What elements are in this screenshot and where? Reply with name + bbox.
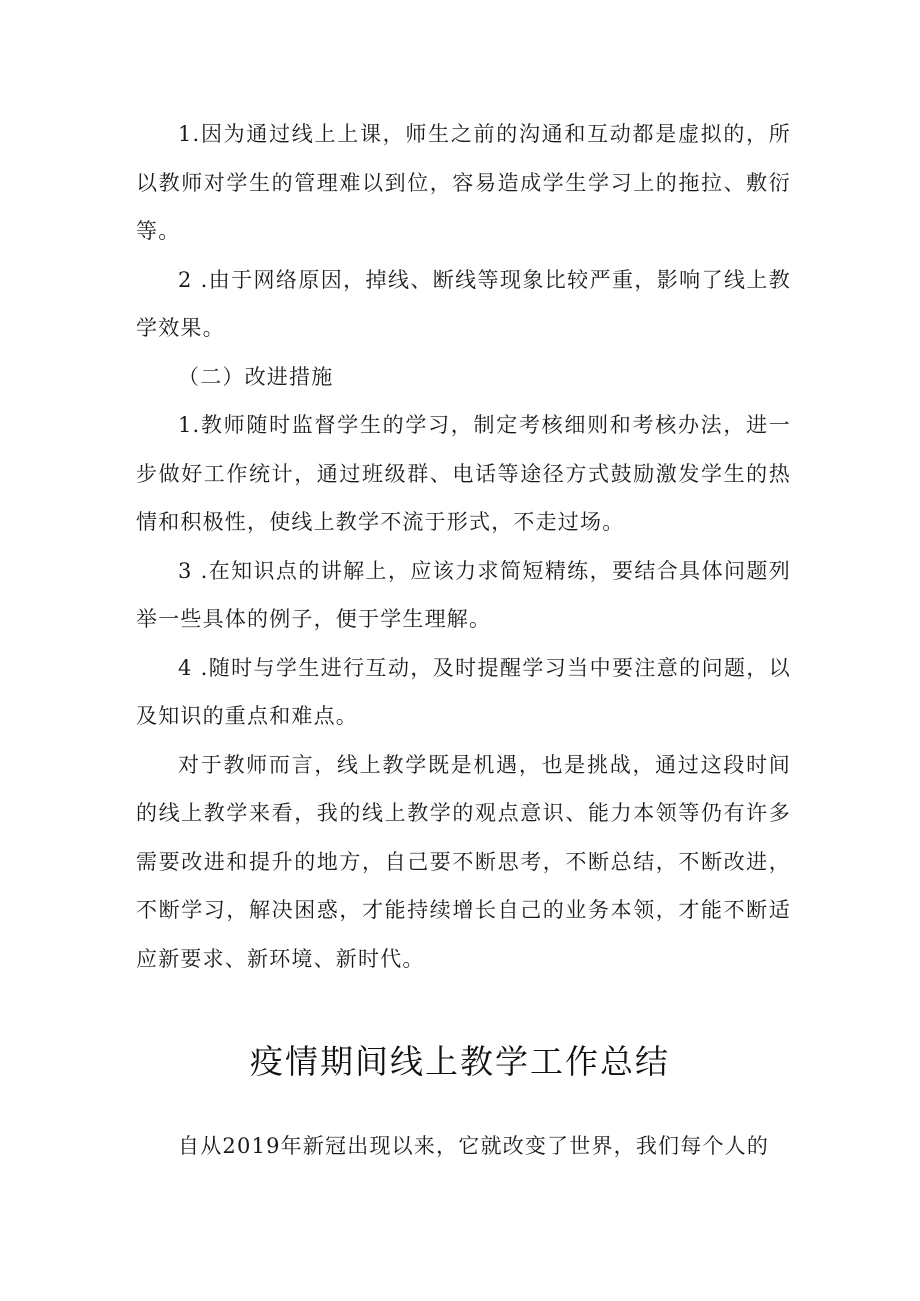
section-title: 疫情期间线上教学工作总结 bbox=[250, 1042, 670, 1081]
body-text bbox=[136, 110, 791, 983]
intro-text bbox=[136, 1122, 791, 1171]
paragraph-problem-2: 2 .由于网络原因，掉线、断线等现象比较严重，影响了线上教学效果。 bbox=[136, 267, 791, 340]
paragraph-measure-3: 3 .在知识点的讲解上，应该力求简短精练，要结合具体问题列举一些具体的例子，便于学生理解。 bbox=[136, 558, 791, 631]
paragraph-measure-4: 4 .随时与学生进行互动，及时提醒学习当中要注意的问题，以及知识的重点和难点。 bbox=[136, 655, 791, 728]
subheading-improvement-measures: （二）改进措施 bbox=[178, 364, 334, 389]
paragraph-conclusion: 对于教师而言，线上教学既是机遇，也是挑战，通过这段时间的线上教学来看，我的线上教学的观点意识、能力本领等仍有许多需要改进和提升的地方，自己要不断思考，不断总结，不断改进，不断学习，解决困惑，才能持续增长自己的业务本领，才能不断适应新要求、新环境、新时代。 bbox=[136, 752, 791, 971]
paragraph-intro: 自从2019年新冠出现以来，它就改变了世界，我们每个人的 bbox=[178, 1134, 770, 1158]
paragraph-problem-1: 1.因为通过线上上课，师生之前的沟通和互动都是虚拟的，所以教师对学生的管理难以到位，容易造成学生学习上的拖拉、敷衍等。 bbox=[136, 122, 791, 243]
paragraph-measure-1: 1.教师随时监督学生的学习，制定考核细则和考核办法，进一步做好工作统计，通过班级群、电话等途径方式鼓励激发学生的热情和积极性，使线上教学不流于形式，不走过场。 bbox=[136, 413, 791, 534]
